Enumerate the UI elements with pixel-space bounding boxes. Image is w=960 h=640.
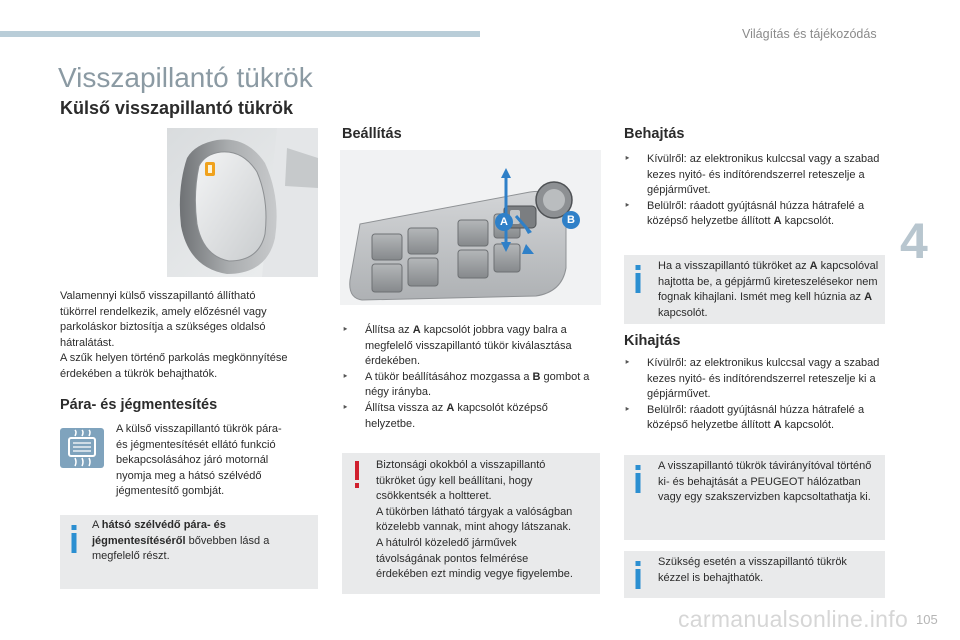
mirror-photo xyxy=(167,128,318,277)
fold-heading: Behajtás xyxy=(624,126,685,142)
unfold-heading: Kihajtás xyxy=(624,333,681,349)
list-item: ‣ Belülről: ráadott gyújtásnál húzza hátrafelé a középső helyzetbe állított A kapcsolót. xyxy=(624,403,865,432)
info-box-fold-text: Ha a visszapillantó tükröket az A kapcsolóval hajtotta be, a gépjármű kireteszelésekor nem fognak kihajlani. Ismét meg kell húznia az A kapcsolót. xyxy=(658,260,879,319)
info-icon xyxy=(633,465,643,493)
rear-defrost-icon xyxy=(60,428,104,468)
list-item: ‣ Kívülről: az elektronikus kulccsal vagy a szabad kezes nyitó- és indítórendszerrel reteszelje a gépjárművet. xyxy=(624,153,880,197)
demist-line: jégmentesítő gombját. xyxy=(116,485,225,498)
list-item: ‣ Állítsa az A kapcsolót jobbra vagy balra a megfelelő visszapillantó tükör kiválasztása érdekében. xyxy=(342,324,572,368)
adjust-steps xyxy=(342,323,600,432)
header-rule xyxy=(0,31,480,37)
demist-text xyxy=(116,422,321,500)
info-box-text: A hátsó szélvédő pára- és jégmentesítéséről bővebben lásd a megfelelő részt. xyxy=(92,519,270,563)
info-icon xyxy=(69,525,79,553)
adjust-heading: Beállítás xyxy=(342,126,402,142)
demist-line: és jégmentesítését ellátó funkció xyxy=(116,438,276,451)
demist-heading: Pára- és jégmentesítés xyxy=(60,397,218,413)
intro-line: érdekében a tükrök behajthatók. xyxy=(60,367,218,380)
bullet-mark-icon: ‣ xyxy=(342,370,349,383)
warning-box xyxy=(342,453,600,594)
intro-line: tükörrel rendelkezik, amely előzésnél vagy xyxy=(60,305,267,318)
info-box-remote xyxy=(624,455,885,540)
list-item: ‣ Állítsa vissza az A kapcsolót középső helyzetbe. xyxy=(342,401,548,430)
bullet-mark-icon: ‣ xyxy=(624,153,631,165)
warning-icon xyxy=(352,461,362,489)
page-title: Visszapillantó tükrök xyxy=(58,62,313,93)
info-box-remote-text: A visszapillantó tükrök távirányítóval történő ki- és behajtását a PEUGEOT hálózatban vagy egy szakszervizben kapcsoltathatja ki. xyxy=(658,460,872,504)
intro-line: hátralátást. xyxy=(60,336,115,349)
intro-line: parkoláskor biztosítja a szükséges oldalsó xyxy=(60,321,266,334)
watermark: carmanualsonline.info xyxy=(678,606,909,632)
intro-text xyxy=(60,289,325,383)
bullet-mark-icon: ‣ xyxy=(624,403,631,416)
list-item: ‣ Belülről: ráadott gyújtásnál húzza hátrafelé a középső helyzetbe állított A kapcsolót. xyxy=(624,199,865,228)
info-box-bold: hátsó szélvédő pára- és jégmentesítéséről xyxy=(92,519,226,547)
list-item: ‣ Kívülről: az elektronikus kulccsal vagy a szabad kezes nyitó- és indítórendszerrel reteszelje ki a gépjárművet. xyxy=(624,357,880,401)
callout-b: B xyxy=(562,211,580,229)
intro-line: Valamennyi külső visszapillantó állítható xyxy=(60,290,256,302)
chapter-number: 4 xyxy=(900,213,928,269)
bullet-mark-icon: ‣ xyxy=(624,199,631,212)
demist-line: nyomja meg a hátsó szélvédő xyxy=(116,469,262,482)
info-box-manual-text: Szükség esetén a visszapillantó tükrök kézzel is behajthatók. xyxy=(658,556,847,584)
list-item: ‣ A tükör beállításához mozgassa a B gombot a négy irányba. xyxy=(342,370,590,399)
info-icon xyxy=(633,265,643,293)
demist-line: A külső visszapillantó tükrök pára- xyxy=(116,423,282,435)
info-icon xyxy=(633,561,643,589)
demist-line: bekapcsolásához járó motornál xyxy=(116,454,269,467)
info-box-manual xyxy=(624,551,885,598)
mirror-switch-photo xyxy=(340,150,601,305)
callout-a: A xyxy=(495,213,513,231)
bullet-mark-icon: ‣ xyxy=(624,357,631,369)
section-title: Világítás és tájékozódás xyxy=(742,27,877,41)
info-box-fold xyxy=(624,255,885,324)
bullet-mark-icon: ‣ xyxy=(342,401,349,414)
unfold-steps xyxy=(624,356,886,434)
page-subtitle: Külső visszapillantó tükrök xyxy=(60,98,294,118)
info-box-rear-screen xyxy=(60,515,318,589)
fold-steps xyxy=(624,152,886,230)
page-number: 105 xyxy=(916,612,938,627)
warning-text: Biztonsági okokból a visszapillantó tükröket úgy kell beállítani, hogy csökkentsék a holtteret. A tükörben látható tárgyak a valóságban közelebb vannak, mint ahogy látszanak. A hátulról közeledő járművek távolságának pontos felmérése érdekében ezt mindig vegye figyelembe. xyxy=(376,459,573,581)
intro-line: A szűk helyen történő parkolás megkönnyítése xyxy=(60,352,288,365)
bullet-mark-icon: ‣ xyxy=(342,324,349,336)
